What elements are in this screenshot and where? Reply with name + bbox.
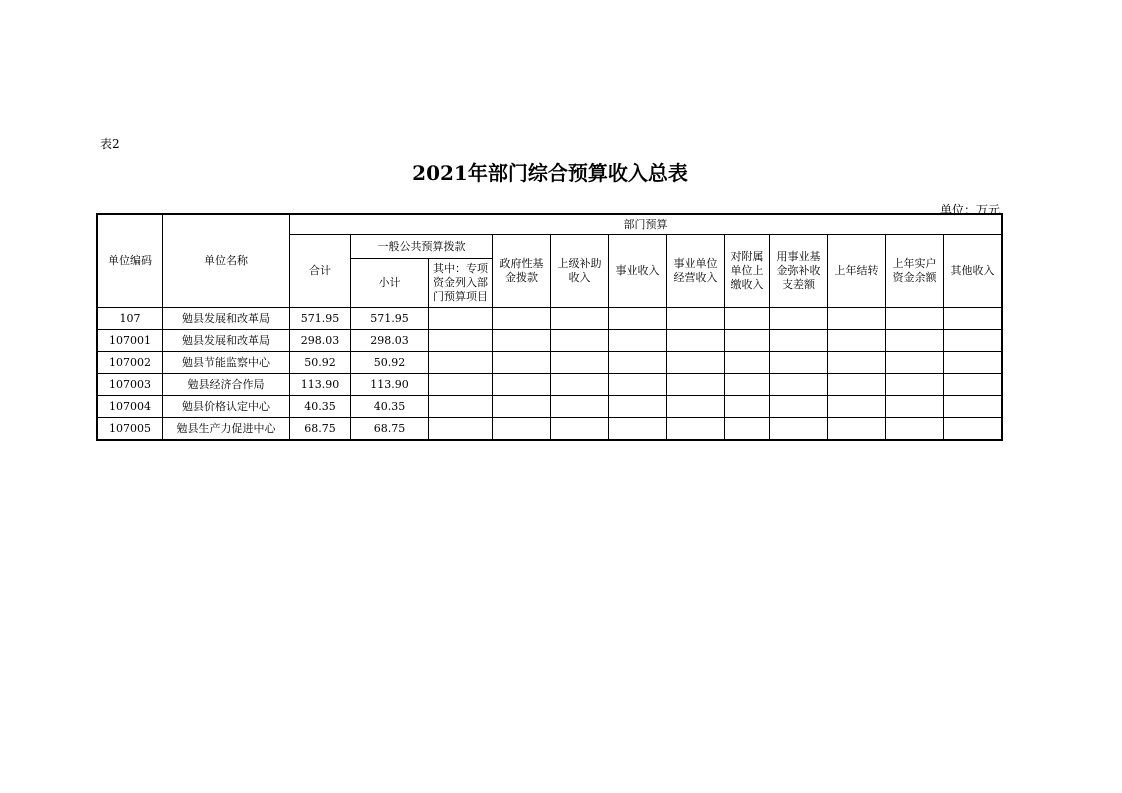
cell-empty [886, 396, 944, 418]
header-operating-income: 事业单位经营收入 [667, 235, 725, 308]
cell-empty [725, 308, 770, 330]
cell-unit-code: 107001 [98, 330, 163, 352]
cell-empty [770, 352, 828, 374]
cell-subtotal: 571.95 [351, 308, 429, 330]
cell-empty [667, 330, 725, 352]
table-row [98, 352, 1002, 374]
cell-empty [551, 352, 609, 374]
cell-empty [944, 352, 1002, 374]
cell-empty [667, 374, 725, 396]
cell-empty [944, 374, 1002, 396]
header-prior-balance: 上年实户资金余额 [886, 235, 944, 308]
cell-empty [493, 374, 551, 396]
cell-empty [725, 396, 770, 418]
cell-total: 571.95 [290, 308, 351, 330]
cell-empty [609, 308, 667, 330]
cell-empty [493, 418, 551, 440]
cell-empty [725, 418, 770, 440]
cell-empty [667, 418, 725, 440]
cell-subtotal: 68.75 [351, 418, 429, 440]
cell-empty [770, 330, 828, 352]
cell-empty [551, 418, 609, 440]
cell-empty [429, 308, 493, 330]
cell-empty [886, 330, 944, 352]
cell-empty [725, 374, 770, 396]
cell-total: 68.75 [290, 418, 351, 440]
cell-empty [886, 352, 944, 374]
cell-empty [429, 396, 493, 418]
header-gov-fund: 政府性基金拨款 [493, 235, 551, 308]
cell-empty [944, 330, 1002, 352]
cell-empty [493, 330, 551, 352]
cell-empty [828, 352, 886, 374]
cell-unit-name: 勉县节能监察中心 [163, 352, 290, 374]
header-total: 合计 [290, 235, 351, 308]
cell-empty [493, 308, 551, 330]
header-general-public: 一般公共预算拨款 [351, 235, 493, 259]
cell-unit-name: 勉县发展和改革局 [163, 330, 290, 352]
cell-unit-name: 勉县生产力促进中心 [163, 418, 290, 440]
cell-empty [551, 374, 609, 396]
cell-empty [551, 308, 609, 330]
budget-table [97, 214, 1002, 440]
cell-empty [886, 308, 944, 330]
cell-empty [429, 352, 493, 374]
cell-unit-code: 107 [98, 308, 163, 330]
unit-label: 单位：万元 [939, 203, 1000, 217]
cell-subtotal: 298.03 [351, 330, 429, 352]
header-carryover: 上年结转 [828, 235, 886, 308]
cell-empty [609, 352, 667, 374]
cell-empty [429, 330, 493, 352]
table-row [98, 308, 1002, 330]
cell-empty [493, 396, 551, 418]
cell-empty [770, 308, 828, 330]
cell-empty [770, 418, 828, 440]
cell-empty [667, 308, 725, 330]
cell-empty [828, 418, 886, 440]
cell-unit-name: 勉县经济合作局 [163, 374, 290, 396]
header-unit-name: 单位名称 [163, 215, 290, 308]
page-title: 2021年部门综合预算收入总表 [412, 161, 688, 185]
cell-empty [828, 396, 886, 418]
header-special: 其中：专项资金列入部门预算项目 [429, 259, 493, 308]
cell-empty [944, 396, 1002, 418]
cell-empty [944, 308, 1002, 330]
cell-empty [828, 330, 886, 352]
cell-empty [667, 396, 725, 418]
table-number: 表2 [100, 137, 120, 151]
cell-unit-name: 勉县发展和改革局 [163, 308, 290, 330]
cell-total: 298.03 [290, 330, 351, 352]
cell-subtotal: 40.35 [351, 396, 429, 418]
header-dept-budget: 部门预算 [290, 215, 1002, 235]
cell-empty [944, 418, 1002, 440]
cell-empty [725, 330, 770, 352]
header-superior-subsidy: 上级补助收入 [551, 235, 609, 308]
cell-empty [551, 330, 609, 352]
cell-unit-code: 107002 [98, 352, 163, 374]
cell-empty [551, 396, 609, 418]
cell-empty [886, 374, 944, 396]
cell-empty [667, 352, 725, 374]
header-unit-code: 单位编码 [98, 215, 163, 308]
cell-empty [828, 374, 886, 396]
table-row [98, 418, 1002, 440]
cell-total: 50.92 [290, 352, 351, 374]
table-row [98, 396, 1002, 418]
cell-empty [770, 396, 828, 418]
header-other: 其他收入 [944, 235, 1002, 308]
cell-total: 40.35 [290, 396, 351, 418]
cell-empty [828, 308, 886, 330]
cell-empty [609, 374, 667, 396]
cell-empty [725, 352, 770, 374]
header-fund-make-up: 用事业基金弥补收支差额 [770, 235, 828, 308]
cell-empty [429, 374, 493, 396]
cell-empty [429, 418, 493, 440]
cell-unit-code: 107004 [98, 396, 163, 418]
header-subtotal: 小计 [351, 259, 429, 308]
table-row [98, 330, 1002, 352]
cell-empty [609, 396, 667, 418]
cell-unit-name: 勉县价格认定中心 [163, 396, 290, 418]
cell-empty [770, 374, 828, 396]
cell-empty [493, 352, 551, 374]
table-row [98, 374, 1002, 396]
cell-empty [886, 418, 944, 440]
cell-total: 113.90 [290, 374, 351, 396]
cell-unit-code: 107005 [98, 418, 163, 440]
header-business-income: 事业收入 [609, 235, 667, 308]
cell-unit-code: 107003 [98, 374, 163, 396]
cell-subtotal: 50.92 [351, 352, 429, 374]
cell-empty [609, 330, 667, 352]
cell-subtotal: 113.90 [351, 374, 429, 396]
header-affiliated: 对附属单位上缴收入 [725, 235, 770, 308]
cell-empty [609, 418, 667, 440]
